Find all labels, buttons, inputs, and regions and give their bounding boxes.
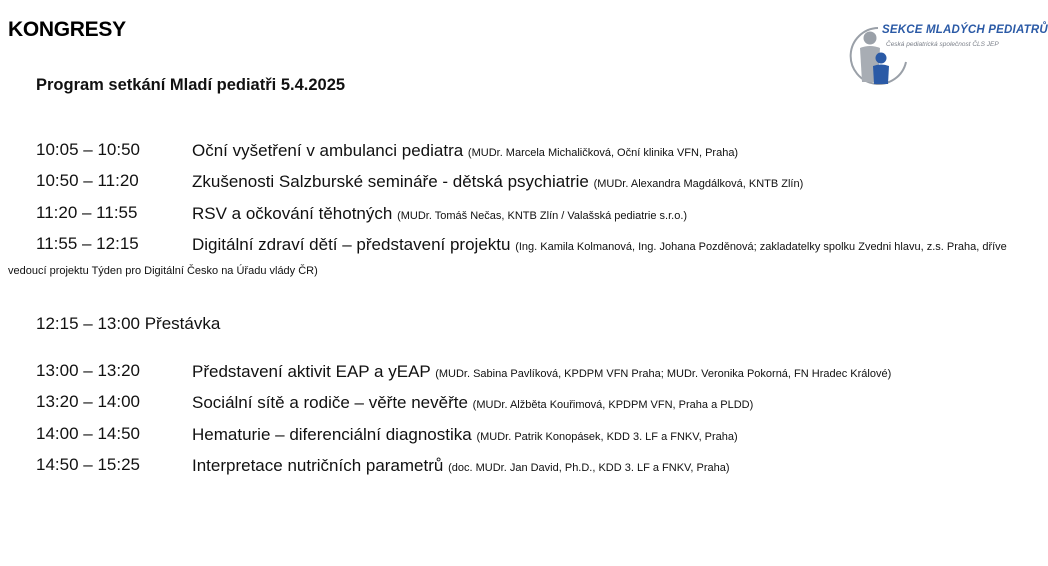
program-item [36,361,1016,392]
program-time: 10:05 – 10:50 [36,140,140,159]
program-speaker: (MUDr. Tomáš Nečas, KNTB Zlín / Valašská pediatrie s.r.o.) [397,210,688,222]
program-time: 13:20 – 14:00 [36,392,140,411]
program-item [36,140,1016,171]
program-time: 14:00 – 14:50 [36,424,140,443]
program-talk-title: Sociální sítě a rodiče – věřte nevěřte [192,393,468,412]
program-speaker: (MUDr. Patrik Konopásek, KDD 3. LF a FNKV, Praha) [476,431,738,443]
program-talk-title: Interpretace nutričních parametrů [192,456,444,475]
logo [848,22,1048,90]
program-speaker: (MUDr. Alexandra Magdálková, KNTB Zlín) [593,178,804,190]
program-break: 12:15 – 13:00 Přestávka [36,314,221,333]
program-speaker: (doc. MUDr. Jan David, Ph.D., KDD 3. LF a FNKV, Praha) [448,462,730,474]
program-speaker: (MUDr. Sabina Pavlíková, KPDPM VFN Praha; MUDr. Veronika Pokorná, FN Hradec Králové) [435,368,892,380]
program-time: 11:20 – 11:55 [36,203,138,222]
program-item [36,455,1016,486]
program-item [36,392,1016,424]
program-speaker: (MUDr. Alžběta Kouřimová, KPDPM VFN, Praha a PLDD) [472,399,754,411]
logo-title: SEKCE MLADÝCH PEDIATRŮ [882,24,1048,36]
program-item [36,424,1016,455]
program-talk-title: Představení aktivit EAP a yEAP [192,362,431,381]
program-time: 14:50 – 15:25 [36,455,140,474]
program-item [36,171,1016,203]
program-talk-title: Zkušenosti Salzburské semináře - dětská psychiatrie [192,172,589,191]
program-time: 11:55 – 12:15 [36,234,139,253]
page-heading: KONGRESY [8,18,126,41]
program-time: 13:00 – 13:20 [36,361,140,380]
program-title: Program setkání Mladí pediatři 5.4.2025 [36,76,346,94]
program-talk-title: Digitální zdraví dětí – představení projektu [192,235,511,254]
program-item [36,203,1016,234]
program-schedule [8,140,1016,486]
program-speaker: (MUDr. Marcela Michaličková, Oční klinika VFN, Praha) [467,147,739,159]
program-speaker: (Ing. Kamila Kolmanová, Ing. Johana Pozděnová; zakladatelky spolku Zvedni hlavu, z.s. Praha, dříve vedoucí projektu Týden pro Digitální Česko na Úřadu vlády ČR) [8,241,1007,277]
program-time: 10:50 – 11:20 [36,171,139,190]
program-talk-title: Hematurie – diferenciální diagnostika [192,425,472,444]
program-item [8,234,1016,314]
logo-subtitle: Česká pediatrická společnost ČLS JEP [886,41,999,48]
program-talk-title: Oční vyšetření v ambulanci pediatra [192,141,464,160]
program-talk-title: RSV a očkování těhotných [192,204,393,223]
